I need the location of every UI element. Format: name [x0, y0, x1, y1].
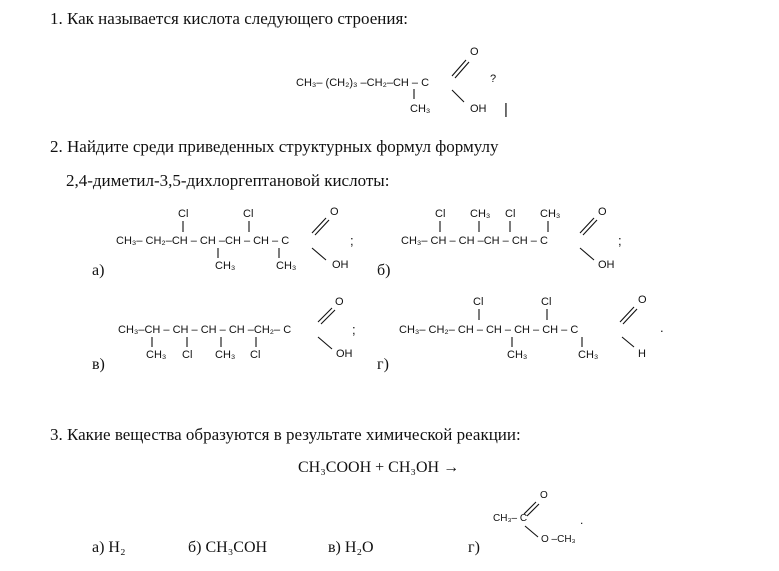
answer-b[interactable]: б) CH₃COH — [188, 539, 268, 556]
b-top-cl-1: Cl — [435, 208, 446, 220]
answer-v[interactable]: в) H₂O — [328, 539, 374, 556]
ester-left: CH₃– C — [493, 513, 528, 524]
a-top-cl-1: Cl — [178, 208, 189, 220]
v-bottom-ch3-2: CH₃ — [215, 349, 236, 361]
reaction-equation: CH₃COOH + CH₃OH → — [298, 459, 460, 476]
q1-methyl: CH₃ — [410, 103, 431, 115]
q1-bar: | — [504, 101, 508, 118]
g-hydrogen: H — [638, 348, 646, 360]
answer-g[interactable]: г) — [468, 539, 480, 556]
ester-dot: . — [580, 513, 584, 527]
a-oxygen: O — [330, 206, 339, 218]
g-oxygen: O — [638, 294, 647, 306]
g-separator: . — [660, 320, 664, 335]
b-separator: ; — [618, 233, 622, 248]
a-hydroxyl: OH — [332, 259, 349, 271]
option-a-label[interactable]: а) — [92, 262, 105, 279]
a-chain: CH₃– CH₂–CH – CH –CH – CH – C — [116, 235, 290, 247]
g-top-cl-1: Cl — [473, 296, 484, 308]
b-oxygen: O — [598, 206, 607, 218]
a-bottom-ch3-2: CH₃ — [276, 260, 297, 272]
v-oxygen: O — [335, 296, 344, 308]
v-chain: CH₃–CH – CH – CH – CH –CH₂– C — [118, 324, 292, 336]
g-chain: CH₃– CH₂– CH – CH – CH – CH – C — [399, 324, 579, 336]
ester-oxygen: O — [540, 490, 548, 501]
q1-oxygen: O — [470, 46, 479, 58]
v-hydroxyl: OH — [336, 348, 353, 360]
q1-question-mark: ? — [490, 73, 497, 85]
b-top-cl-2: Cl — [505, 208, 516, 220]
option-v-label[interactable]: в) — [92, 356, 105, 373]
question-3-text: 3. Какие вещества образуются в результате химической реакции: — [50, 425, 521, 444]
question-2-text: 2. Найдите среди приведенных структурных формул формулу — [50, 137, 499, 156]
v-bottom-cl-2: Cl — [250, 349, 261, 361]
answer-a[interactable]: а) H₂ — [92, 539, 126, 556]
q1-hydroxyl: OH — [470, 103, 487, 115]
a-bottom-ch3-1: CH₃ — [215, 260, 236, 272]
option-g-label[interactable]: г) — [377, 356, 389, 373]
b-top-ch3-1: CH₃ — [470, 208, 491, 220]
b-chain: CH₃– CH – CH –CH – CH – C — [401, 235, 548, 247]
g-bottom-ch3-1: CH₃ — [507, 349, 528, 361]
g-top-cl-2: Cl — [541, 296, 552, 308]
q1-chain: CH₃– (CH₂)₃ –CH₂–CH – C — [296, 77, 430, 89]
g-bottom-ch3-2: CH₃ — [578, 349, 599, 361]
a-top-cl-2: Cl — [243, 208, 254, 220]
a-separator: ; — [350, 233, 354, 248]
v-bottom-ch3-1: CH₃ — [146, 349, 167, 361]
ester-methoxy: O –CH₃ — [541, 534, 576, 545]
option-b-label[interactable]: б) — [377, 262, 391, 279]
v-bottom-cl-1: Cl — [182, 349, 193, 361]
acid-name: 2,4-диметил-3,5-дихлоргептановой кислоты: — [66, 171, 390, 190]
question-1-text: 1. Как называется кислота следующего строения: — [50, 9, 408, 28]
b-hydroxyl: OH — [598, 259, 615, 271]
b-top-ch3-2: CH₃ — [540, 208, 561, 220]
v-separator: ; — [352, 322, 356, 337]
